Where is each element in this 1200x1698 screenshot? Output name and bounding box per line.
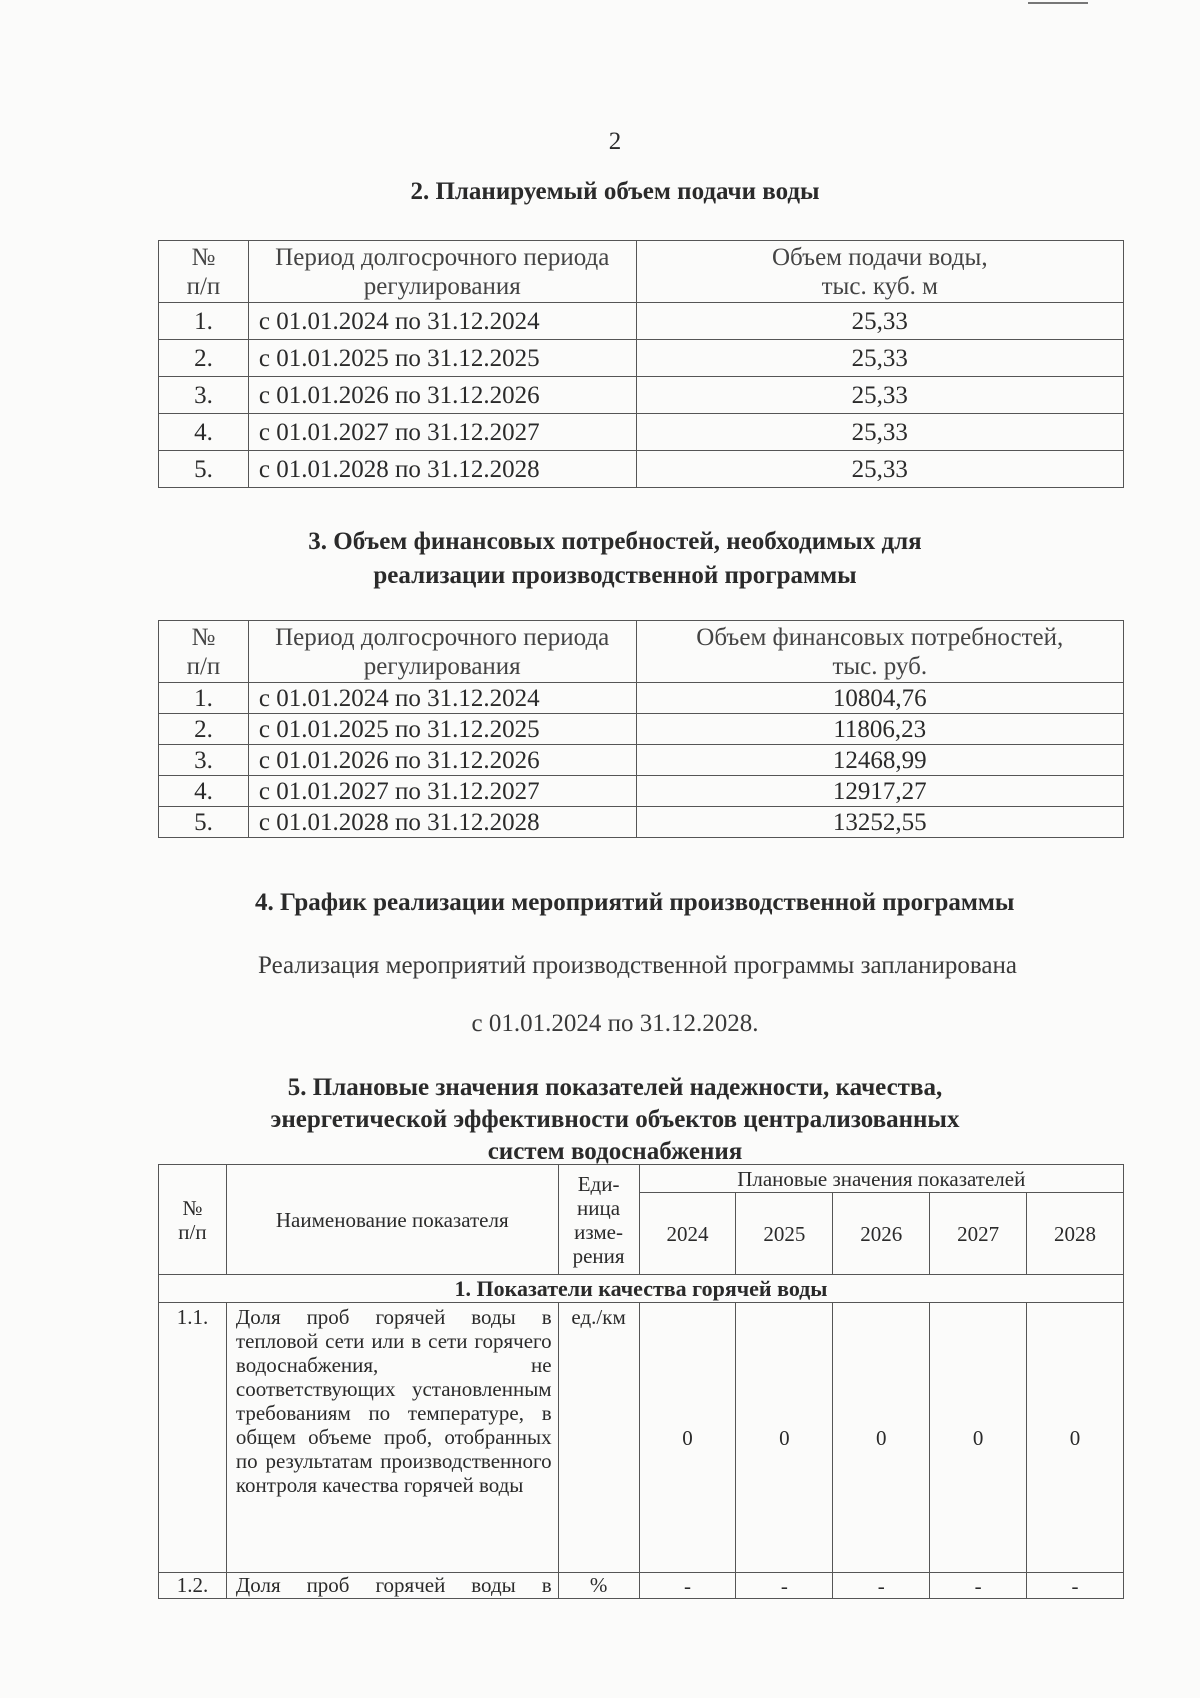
section4-text-line1: Реализация мероприятий производственной программы запланирована: [258, 952, 1017, 979]
row-period: с 01.01.2024 по 31.12.2024: [248, 303, 636, 340]
header-num: № п/п: [159, 621, 249, 683]
row-num: 1.1.: [159, 1303, 227, 1573]
row-period: с 01.01.2028 по 31.12.2028: [248, 451, 636, 488]
table-header-row: [159, 241, 1124, 303]
table-row: [159, 1303, 1124, 1573]
header-year: 2024: [639, 1193, 736, 1275]
row-num: 5.: [159, 451, 249, 488]
row-num: 5.: [159, 807, 249, 838]
row-value: 25,33: [636, 414, 1123, 451]
section4-title: 4. График реализации мероприятий производственной программы: [255, 889, 1015, 916]
row-value: -: [736, 1573, 833, 1599]
row-value: -: [930, 1573, 1027, 1599]
table-row: [159, 807, 1124, 838]
row-unit: ед./км: [558, 1303, 639, 1573]
row-period: с 01.01.2027 по 31.12.2027: [248, 776, 636, 807]
header-name: Наименование показателя: [226, 1165, 558, 1275]
header-value: Объем финансовых потребностей, тыс. руб.: [636, 621, 1123, 683]
row-num: 3.: [159, 745, 249, 776]
header-num: № п/п: [159, 1165, 227, 1275]
header-year: 2026: [833, 1193, 930, 1275]
row-period: с 01.01.2024 по 31.12.2024: [248, 683, 636, 714]
section2-title: 2. Планируемый объем подачи воды: [410, 178, 820, 205]
row-value: -: [833, 1573, 930, 1599]
row-unit: %: [558, 1573, 639, 1599]
section3-title: 3. Объем финансовых потребностей, необходимых для реализации производственной программы: [308, 528, 922, 589]
section5-title: 5. Плановые значения показателей надежности, качества, энергетической эффективности объектов централизованных систем водоснабжения: [270, 1074, 960, 1165]
row-period: с 01.01.2028 по 31.12.2028: [248, 807, 636, 838]
table-row: [159, 377, 1124, 414]
row-num: 3.: [159, 377, 249, 414]
row-value: -: [1027, 1573, 1124, 1599]
indicators-table: [158, 1164, 1124, 1599]
table-row: [159, 303, 1124, 340]
row-value: 25,33: [636, 340, 1123, 377]
header-period: Период долгосрочного периода регулирования: [248, 241, 636, 303]
row-period: с 01.01.2027 по 31.12.2027: [248, 414, 636, 451]
water-supply-table: [158, 240, 1124, 488]
row-period: с 01.01.2026 по 31.12.2026: [248, 377, 636, 414]
table-row: [159, 714, 1124, 745]
row-num: 1.2.: [159, 1573, 227, 1599]
row-num: 4.: [159, 776, 249, 807]
row-value: 10804,76: [636, 683, 1123, 714]
row-num: 2.: [159, 714, 249, 745]
row-value: 25,33: [636, 377, 1123, 414]
header-unit: Еди- ница изме- рения: [558, 1165, 639, 1275]
table-row: [159, 340, 1124, 377]
row-value: 0: [639, 1303, 736, 1573]
row-value: 13252,55: [636, 807, 1123, 838]
scan-edge-mark: [1028, 2, 1088, 4]
row-value: 12917,27: [636, 776, 1123, 807]
row-num: 4.: [159, 414, 249, 451]
table-header-row: [159, 1165, 1124, 1193]
row-value: 0: [1027, 1303, 1124, 1573]
row-value: 11806,23: [636, 714, 1123, 745]
table-row: [159, 683, 1124, 714]
row-value: 0: [736, 1303, 833, 1573]
group-row: [159, 1275, 1124, 1303]
header-year: 2027: [930, 1193, 1027, 1275]
row-period: с 01.01.2025 по 31.12.2025: [248, 340, 636, 377]
row-num: 2.: [159, 340, 249, 377]
row-value: 12468,99: [636, 745, 1123, 776]
financial-needs-table: [158, 620, 1124, 838]
row-period: с 01.01.2026 по 31.12.2026: [248, 745, 636, 776]
table-row: [159, 1573, 1124, 1599]
header-period: Период долгосрочного периода регулирования: [248, 621, 636, 683]
group-title: 1. Показатели качества горячей воды: [159, 1275, 1124, 1303]
row-num: 1.: [159, 683, 249, 714]
row-value: 0: [930, 1303, 1027, 1573]
row-value: -: [639, 1573, 736, 1599]
row-name: Доля проб горячей воды в тепловой сети или в сети горячего водоснабжения, не соответствующих установленным требованиям по температуре, в общем объеме проб, отобранных по результатам производственного контроля качества горячей воды: [226, 1303, 558, 1573]
row-value: 25,33: [636, 303, 1123, 340]
table-header-row: [159, 621, 1124, 683]
table-row: [159, 414, 1124, 451]
header-value: Объем подачи воды, тыс. куб. м: [636, 241, 1123, 303]
table-row: [159, 745, 1124, 776]
row-value: 0: [833, 1303, 930, 1573]
header-num: № п/п: [159, 241, 249, 303]
row-period: с 01.01.2025 по 31.12.2025: [248, 714, 636, 745]
table-row: [159, 776, 1124, 807]
row-num: 1.: [159, 303, 249, 340]
table-row: [159, 451, 1124, 488]
header-year: 2025: [736, 1193, 833, 1275]
row-name: Доля проб горячей воды в: [226, 1573, 558, 1599]
header-year: 2028: [1027, 1193, 1124, 1275]
section4-text-line2: с 01.01.2024 по 31.12.2028.: [471, 1010, 759, 1037]
row-value: 25,33: [636, 451, 1123, 488]
header-plan: Плановые значения показателей: [639, 1165, 1123, 1193]
page-number: 2: [608, 128, 622, 155]
